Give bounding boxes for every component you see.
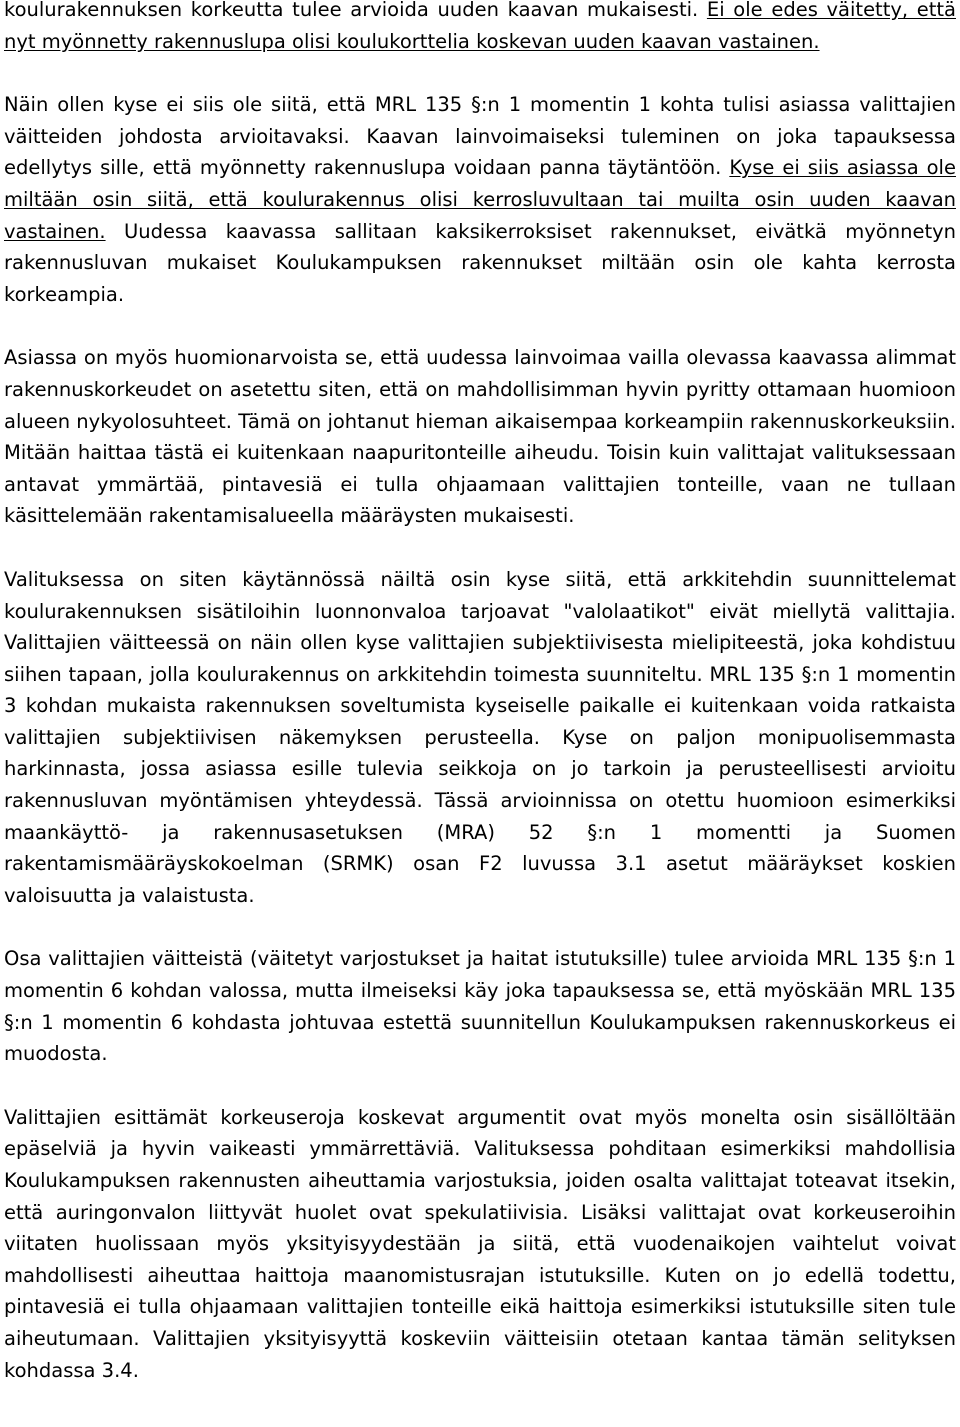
paragraph-2 xyxy=(4,89,956,310)
paragraph-6 xyxy=(4,1102,956,1386)
paragraph-2-text-b: Uudessa kaavassa sallitaan kaksikerroksiset rakennukset, eivätkä myönnetyn rakennusluvan mukaiset Koulukampuksen rakennukset miltään osin ole kahta kerrosta korkeampia. xyxy=(4,219,956,306)
paragraph-5-text: Osa valittajien väitteistä (väitetyt varjostukset ja haitat istutuksille) tulee arvioida MRL 135 §:n 1 momentin 6 kohdan valossa, mutta ilmeiseksi käy joka tapauksessa se, että myöskään MRL 135 §:n 1 momentin 6 kohdasta johtuvaa estettä suunnitellun Koulukampuksen rakennuskorkeus ei muodosta. xyxy=(4,947,956,1066)
paragraph-2-text-a: Näin ollen kyse ei siis ole siitä, että MRL 135 §:n 1 momentin 1 kohta tulisi asiassa valittajien väitteiden johdosta arvioitavaksi. Kaavan lainvoimaiseksi tuleminen on joka tapauksessa edellytys sille, että myönnetty rakennuslupa voidaan panna täytäntöön. xyxy=(4,93,956,180)
paragraph-3-text: Asiassa on myös huomionarvoista se, että uudessa lainvoimaa vailla olevassa kaavassa alimmat rakennuskorkeudet on asetettu siten, että on mahdollisimman hyvin pyritty ottamaan huomioon alueen nykyolosuhteet. Tämä on johtanut hieman aikaisempaa korkeampiin rakennuskorkeuksiin. Mitään haittaa tästä ei kuitenkaan naapuritonteille aiheudu. Toisin kuin valittajat valituksessaan antavat ymmärtää, pintavesiä ei tulla ohjaamaan valittajien tonteille, vaan ne tullaan käsittelemään rakentamisalueella määräysten mukaisesti. xyxy=(4,346,956,528)
paragraph-1-text: koulurakennuksen korkeutta tulee arvioida uuden kaavan mukaisesti. xyxy=(4,0,707,21)
document-page xyxy=(4,0,956,1386)
paragraph-6-text: Valittajien esittämät korkeuseroja koskevat argumentit ovat myös monelta osin sisällöltään epäselviä ja hyvin vaikeasti ymmärrettäviä. Valituksessa pohditaan esimerkiksi mahdollisia Koulukampuksen rakennusten aiheuttamia varjostuksia, joiden osalta valittajat toteavat itsekin, että auringonvalon liittyvät huolet ovat spekulatiivisia. Lisäksi valittajat ovat korkeuseroihin viitaten huolissaan myös yksityisyydestään ja siitä, että vuodenaikojen vaihtelut voivat mahdollisesti aiheuttaa haittoja maanomistusrajan istutuksille. Kuten on jo edellä todettu, pintavesiä ei tulla ohjaamaan valittajien tonteille eikä haittoja esimerkiksi istutuksille siten tule aiheutumaan. Valittajien yksityisyyttä koskeviin väitteisiin otetaan kantaa tämän selityksen kohdassa 3.4. xyxy=(4,1105,956,1382)
paragraph-5 xyxy=(4,943,956,1069)
paragraph-1-underlined-text: Ei ole edes väitetty, että nyt myönnetty rakennuslupa olisi koulukorttelia koskevan uuden kaavan vastainen. xyxy=(4,0,956,53)
paragraph-4 xyxy=(4,564,956,912)
paragraph-2-underlined-text: Kyse ei siis asiassa ole miltään osin siitä, että koulurakennus olisi kerrosluvultaan tai muilta osin uuden kaavan vastainen. xyxy=(4,156,956,243)
paragraph-4-text: Valituksessa on siten käytännössä näiltä osin kyse siitä, että arkkitehdin suunnittelemat koulurakennuksen sisätiloihin luonnonvaloa tarjoavat "valolaatikot" eivät miellytä valittajia. Valittajien väitteessä on näin ollen kyse valittajien subjektiivisesta mielipiteestä, joka kohdistuu siihen tapaan, jolla koulurakennus on arkkitehdin toimesta suunniteltu. MRL 135 §:n 1 momentin 3 kohdan mukaista rakennuksen soveltumista kyseiselle paikalle ei kuitenkaan voida ratkaista valittajien subjektiivisen näkemyksen perusteella. Kyse on paljon monipuolisemmasta harkinnasta, jossa asiassa esille tulevia seikkoja on jo tarkoin ja perusteellisesti arvioitu rakennusluvan myöntämisen yhteydessä. Tässä arvioinnissa on otettu huomioon esimerkiksi maankäyttö- ja rakennusasetuksen (MRA) 52 §:n 1 momentti ja Suomen rakentamismääräyskokoelman (SRMK) osan F2 luvussa 3.1 asetut määräykset koskien valoisuutta ja valaistusta. xyxy=(4,567,956,907)
paragraph-1 xyxy=(4,0,956,57)
paragraph-3 xyxy=(4,342,956,532)
